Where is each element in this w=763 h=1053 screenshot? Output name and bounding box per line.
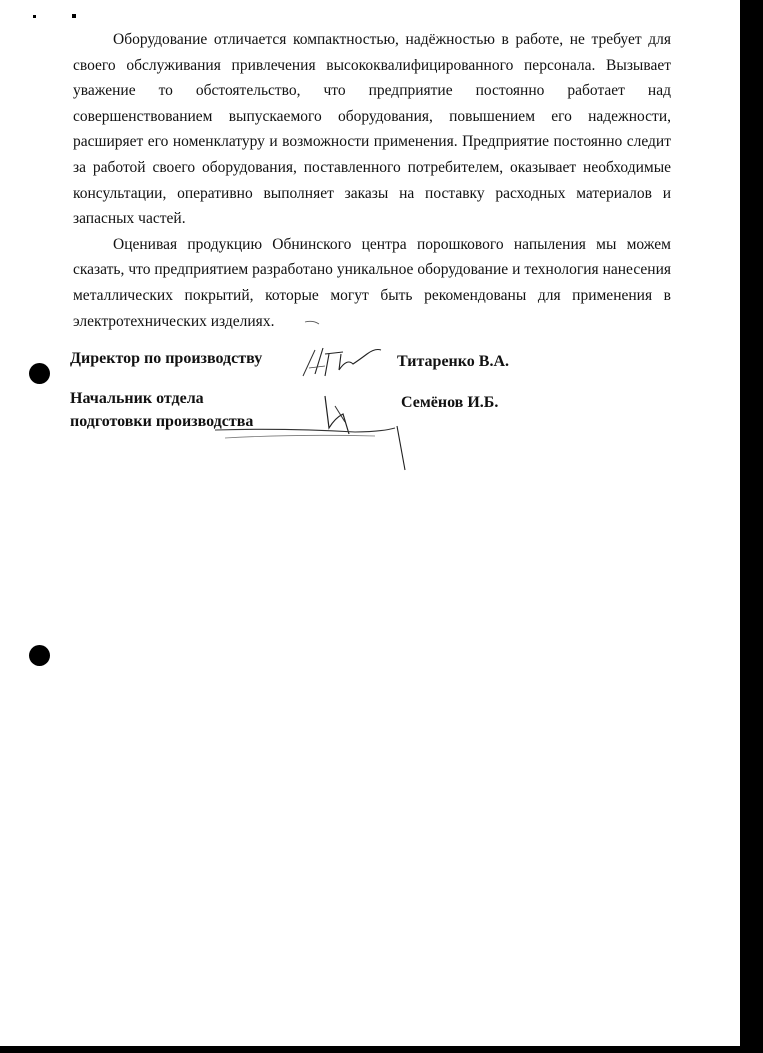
- scan-border-right: [740, 0, 763, 1053]
- signature-titarenko: [285, 310, 395, 385]
- letter-body: [73, 27, 671, 334]
- scan-speck: [72, 14, 76, 18]
- body-paragraph: Оборудование отличается компактностью, надёжностью в работе, не требует для своего обслуживания привлечения высококвалифицированного персонала. Вызывает уважение то обстоятельство, что предприятие постоянно работает над совершенствованием выпускаемого оборудования, повышением его надежности, расширяет его номенклатуру и возможности применения. Предприятие постоянно следит за работой своего оборудования, поставленного потребителем, оказывает необходимые консультации, оперативно выполняет заказы на поставку расходных материалов и запасных частей.: [73, 31, 671, 228]
- signatory-title: [70, 347, 262, 370]
- body-paragraph: Оценивая продукцию Обнинского центра порошкового напыления мы можем сказать, что предприятием разработано уникальное оборудование и технология нанесения металлических покрытий, которые могут быть рекомендованы для применения в электротехнических изделиях.: [73, 235, 671, 330]
- scan-speck: [33, 15, 36, 18]
- signature-semenov: [205, 388, 420, 473]
- signatory-name: Титаренко В.А.: [397, 353, 509, 370]
- signatory-title-line: Начальник отдела: [70, 390, 204, 407]
- punch-hole: [29, 363, 50, 384]
- signatory-name: Семёнов И.Б.: [401, 394, 499, 411]
- signatory-title-line: подготовки производства: [70, 413, 254, 430]
- punch-hole: [29, 645, 50, 666]
- signatory-title-line: Директор по производству: [70, 350, 263, 367]
- scan-border-bottom: [0, 1046, 763, 1053]
